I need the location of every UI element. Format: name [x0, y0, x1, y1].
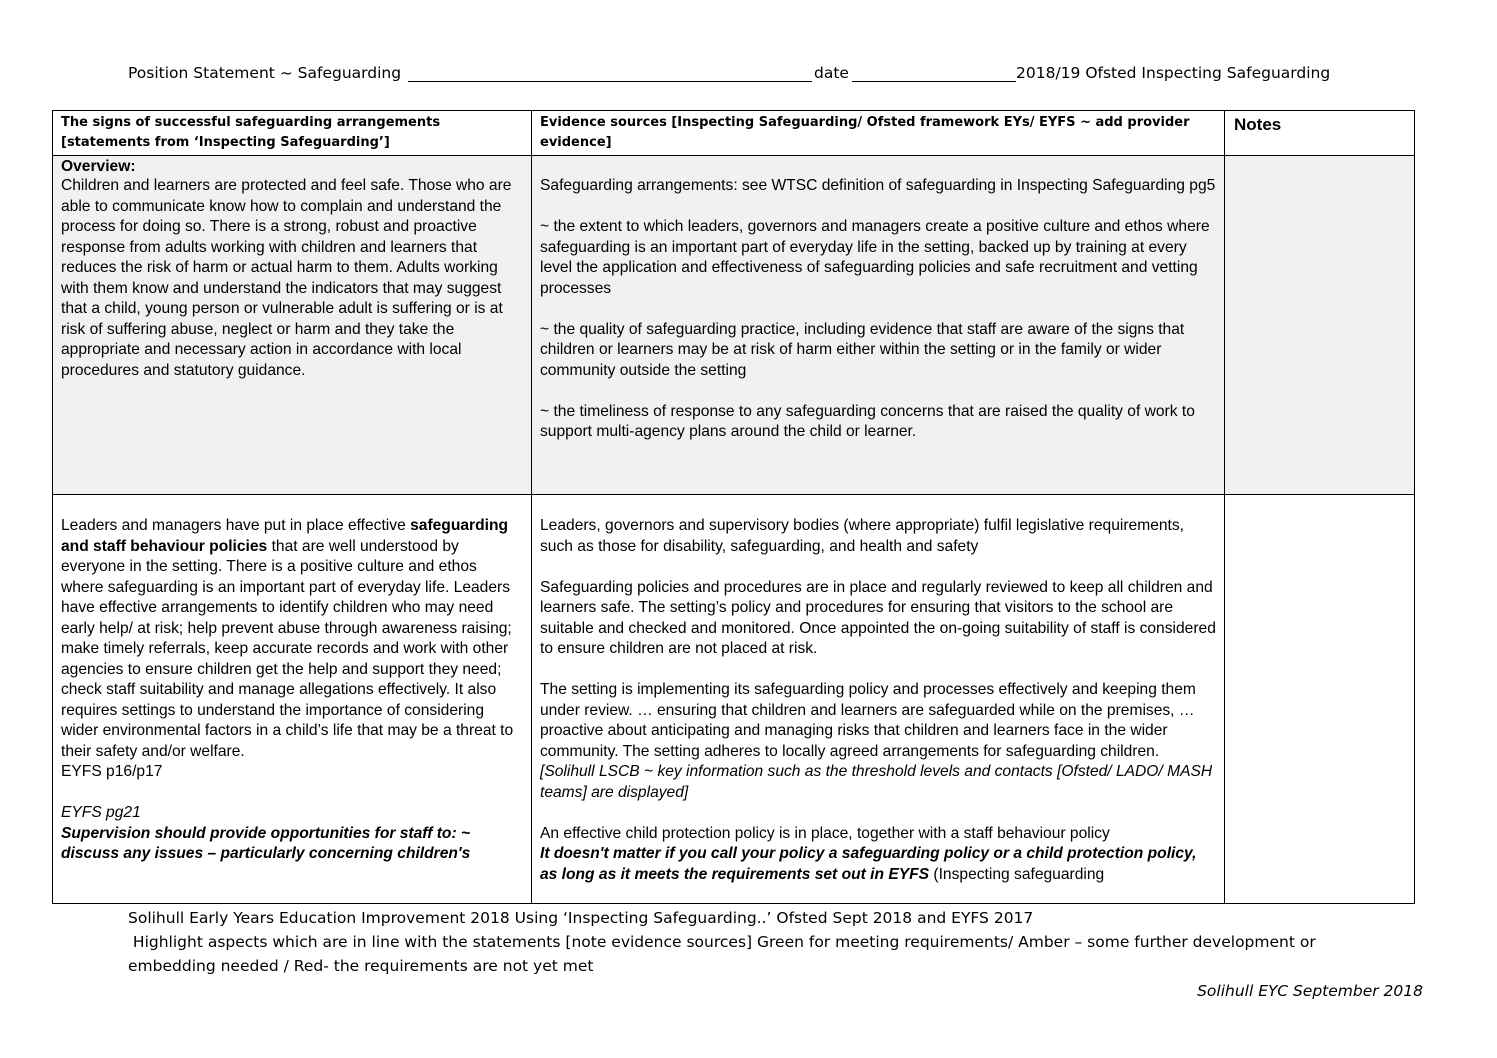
footer-line-3: embedding needed / Red- the requirements are not yet met — [128, 957, 594, 975]
header-signs-cell — [53, 111, 532, 156]
policies-text: that are well understood by everyone in the setting. There is a positive culture and ethos where safeguarding is an important part of everyday life. Leaders have effective arrangements to identify children who may need early help/ at risk; help prevent abuse through awareness raising; make timely referrals, keep accurate records and work with other agencies to ensure children get the help and support they need; check staff suitability and manage allegations effectively. It also requires settings to understand the importance of considering wider environmental factors in a child’s life that may be a threat to their safety and/or welfare. — [61, 537, 514, 760]
safeguarding-table — [52, 110, 1415, 904]
evidence-paragraph: Leaders, governors and supervisory bodies (where appropriate) fulfil legislative requirements, such as those for disability, safeguarding, and health and safety — [540, 517, 1185, 555]
lscb-note: [Solihull LSCB ~ key information such as the threshold levels and contacts [Ofsted/ LADO/ MASH teams] are displayed] — [540, 763, 1213, 801]
evidence-paragraph: Safeguarding arrangements: see WTSC definition of safeguarding in Inspecting Safeguarding pg5 — [540, 177, 1216, 194]
policies-notes-cell[interactable] — [1225, 495, 1415, 904]
overview-heading: Overview: — [61, 158, 136, 175]
header-evidence-line2: evidence] — [540, 135, 612, 150]
eyfs-pg21-heading: EYFS pg21 — [61, 804, 141, 821]
table-header-row — [53, 111, 1415, 156]
overview-cell — [53, 156, 532, 495]
evidence-paragraph: ~ the timeliness of response to any safeguarding concerns that are raised the quality of work to support multi-agency plans around the child or learner. — [540, 402, 1195, 440]
policies-intro: Leaders and managers have put in place effective — [61, 517, 406, 534]
policy-naming-note: It doesn't matter if you call your policy a safeguarding policy or a child protection policy, as long as it meets the requirements set out in EYFS — [540, 845, 1197, 883]
evidence-paragraph — [540, 680, 1216, 803]
header-notes-cell — [1225, 111, 1415, 156]
header-signs-line2: [statements from ‘Inspecting Safeguarding’] — [61, 135, 390, 150]
header-evidence-cell — [532, 111, 1225, 156]
date-blank-line — [852, 81, 1016, 82]
table-row-policies — [53, 495, 1415, 904]
footer-credit: Solihull EYC September 2018 — [1197, 982, 1423, 1000]
document-title-line — [128, 62, 1348, 88]
evidence-paragraph: ~ the quality of safeguarding practice, including evidence that staff are aware of the signs that children or learners may be at risk of harm either within the setting or in the family or wider community outside the setting — [540, 320, 1185, 379]
overview-evidence-cell — [532, 156, 1225, 495]
child-protection-policy-text: An effective child protection policy is in place, together with a staff behaviour policy — [540, 824, 1110, 842]
policies-cell — [53, 495, 532, 904]
header-signs-line1: The signs of successful safeguarding arrangements — [61, 115, 441, 130]
evidence-text: The setting is implementing its safeguarding policy and processes effectively and keeping them under review. … ensuring that children and learners are safeguarded while on the premises, …proactive about anticipating and managing risks that children and learners face in the wider community. The setting adheres to locally agreed arrangements for safeguarding children. — [540, 681, 1196, 760]
overview-notes-cell[interactable] — [1225, 156, 1415, 495]
table-row-overview — [53, 156, 1415, 495]
policies-bold-phrase: safeguarding and staff behaviour policies — [61, 517, 509, 555]
title-blank-line — [408, 81, 812, 82]
evidence-paragraph: Safeguarding policies and procedures are in place and regularly reviewed to keep all children and learners safe. The setting’s policy and procedures for ensuring that visitors to the school are suitable and checked and monitored. Once appointed the on-going suitability of staff is considered to ensure children are not placed at risk. — [540, 578, 1216, 657]
position-statement-label: Position Statement ~ Safeguarding — [128, 64, 402, 82]
footer-line-2: Highlight aspects which are in line with the statements [note evidence sources] Green for meeting requirements/ Amber – some further development or — [128, 933, 1316, 951]
header-notes: Notes — [1234, 115, 1282, 134]
inspecting-safeguarding-ref: (Inspecting safeguarding — [929, 865, 1105, 883]
supervision-text: Supervision should provide opportunities for staff to: ~ discuss any issues – particularly concerning children's — [61, 824, 471, 862]
date-label: date — [814, 64, 849, 82]
overview-text: Children and learners are protected and feel safe. Those who are able to communicate know how to complain and understand the process for doing so. There is a strong, robust and proactive response from adults working with children and learners that reduces the risk of harm or actual harm to them. Adults working with them know and understand the indicators that may suggest that a child, young person or vulnerable adult is suffering or is at risk of suffering abuse, neglect or harm and they take the appropriate and necessary action in accordance with local procedures and statutory guidance. — [61, 177, 512, 379]
eyfs-reference: EYFS p16/p17 — [61, 763, 163, 780]
policies-evidence-cell — [532, 495, 1225, 904]
evidence-paragraph: ~ the extent to which leaders, governors and managers create a positive culture and ethos where safeguarding is an important part of everyday life in the setting, backed up by training at every level the application and effectiveness of safeguarding policies and safe recruitment and vetting processes — [540, 218, 1210, 297]
footer-line-1: Solihull Early Years Education Improvement 2018 Using ‘Inspecting Safeguarding..’ Ofsted Sept 2018 and EYFS 2017 — [128, 909, 1034, 927]
header-evidence-line1: Evidence sources [Inspecting Safeguarding/ Ofsted framework EYs/ EYFS ~ add provider — [540, 115, 1190, 130]
inspection-label: 2018/19 Ofsted Inspecting Safeguarding — [1016, 64, 1331, 82]
